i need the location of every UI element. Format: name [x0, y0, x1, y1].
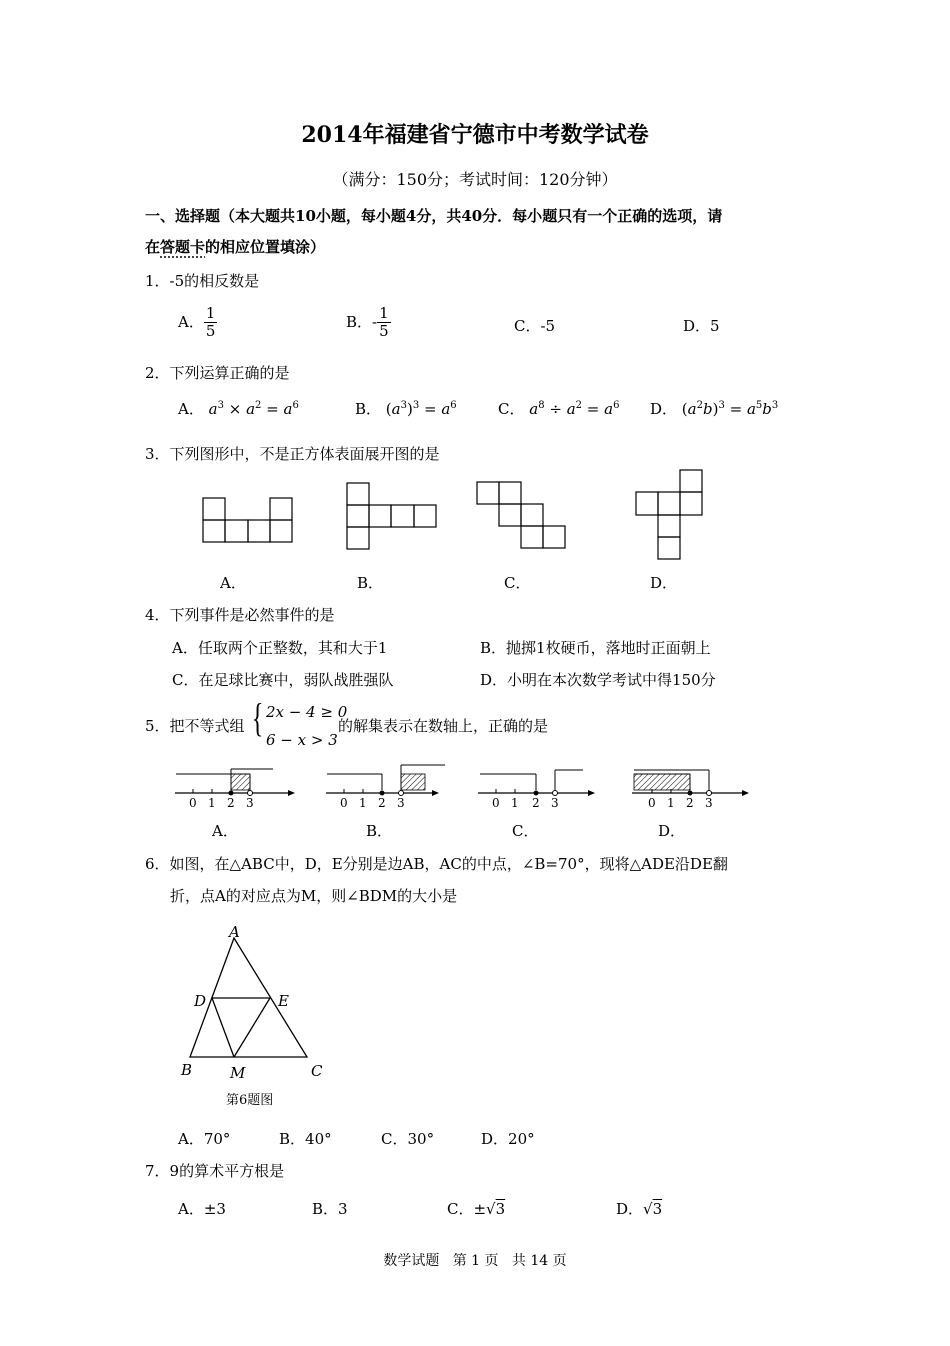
q6-option-d: D．20°: [481, 1130, 535, 1148]
q5-b-tick-3: 3: [397, 796, 405, 810]
q5-b-tick-1: 1: [359, 796, 367, 810]
q5-label-a: A．: [212, 822, 238, 840]
q2-option-c: C． $a^8 \div a^2 = a^6$: [498, 400, 620, 418]
q5-d-tick-2: 2: [686, 796, 694, 810]
q3-label-c: C．: [504, 574, 531, 592]
figure-caption: 第6题图: [226, 1093, 274, 1108]
vertex-label-m: M: [230, 1064, 246, 1082]
q5-inequality-1: 2x − 4 ≥ 0: [266, 703, 348, 721]
page-footer: 数学试题 第 1 页 共 14 页: [383, 1253, 567, 1269]
q5-a-tick-3: 3: [246, 796, 254, 810]
q2-option-b: B． $(a^3)^3 = a^6$: [355, 400, 457, 418]
number-line-c: [478, 770, 595, 796]
number-line-d: [632, 770, 749, 796]
q5-d-tick-1: 1: [667, 796, 675, 810]
number-line-b: [326, 765, 445, 796]
section-heading: 一、选择题（本大题共10小题，每小题4分，共40分．每小题只有一个正确的选项，请: [145, 207, 723, 225]
q7-option-c: C．±√3: [447, 1200, 506, 1218]
net-b: [347, 483, 436, 549]
q6-stem-line2: 折，点A的对应点为M，则∠BDM的大小是: [170, 887, 458, 905]
q4-stem: 4．下列事件是必然事件的是: [145, 606, 335, 624]
q5-a-tick-0: 0: [189, 796, 197, 810]
q7-option-b: B．3: [312, 1200, 348, 1218]
q5-label-c: C．: [512, 822, 539, 840]
q4-option-b: B．抛掷1枚硬币，落地时正面朝上: [480, 639, 711, 657]
q6-option-b: B．40°: [279, 1130, 332, 1148]
q5-label-b: B．: [366, 822, 393, 840]
q1-option-c: C．-5: [514, 317, 556, 335]
q5-c-tick-2: 2: [532, 796, 540, 810]
q3-label-a: A．: [220, 574, 246, 592]
page-title: 2014年福建省宁德市中考数学试卷: [301, 122, 649, 148]
q5-brace: {: [251, 695, 264, 740]
net-c: [477, 482, 565, 548]
q6-option-a: A．70°: [178, 1130, 231, 1148]
q6-stem-line1: 6．如图，在△ABC中，D，E分别是边AB，AC的中点，∠B=70°，现将△ADE沿DE翻: [145, 855, 728, 873]
q4-option-d: D．小明在本次数学考试中得150分: [480, 671, 716, 689]
q5-inequality-2: 6 − x > 3: [266, 731, 338, 749]
q5-number-lines-figure: [0, 760, 950, 815]
q3-stem: 3．下列图形中，不是正方体表面展开图的是: [145, 445, 440, 463]
q6-option-c: C．30°: [381, 1130, 435, 1148]
q3-cube-nets-figure: [0, 460, 950, 600]
section-heading-line2: 在答题卡的相应位置填涂）: [145, 238, 326, 256]
q1-option-b: B．- $\frac{1}{5}$: [346, 304, 389, 341]
vertex-label-b: B: [181, 1061, 193, 1079]
answer-card-emphasis: 答题卡: [160, 238, 206, 256]
q5-label-d: D．: [658, 822, 686, 840]
q5-d-tick-3: 3: [705, 796, 713, 810]
q2-option-a: A． $a^3 \times a^2 = a^6$: [178, 400, 299, 418]
q5-stem-post: 的解集表示在数轴上，正确的是: [338, 717, 549, 735]
q7-option-a: A．±3: [178, 1200, 226, 1218]
q5-b-tick-0: 0: [340, 796, 348, 810]
q5-b-tick-2: 2: [378, 796, 386, 810]
number-line-a: [175, 769, 295, 796]
q1-option-a: A． $\frac{1}{5}$: [178, 304, 216, 341]
q1-option-d: D．5: [683, 317, 720, 335]
q5-c-tick-1: 1: [511, 796, 519, 810]
net-a: [203, 498, 292, 542]
q3-label-d: D．: [650, 574, 678, 592]
q4-option-c: C．在足球比赛中，弱队战胜强队: [172, 671, 394, 689]
net-d: [636, 470, 702, 559]
vertex-label-d: D: [194, 992, 207, 1010]
q3-label-b: B．: [357, 574, 384, 592]
vertex-label-a: A: [229, 923, 240, 941]
q5-stem-pre: 5．把不等式组: [145, 717, 245, 735]
exam-info: （满分：150分；考试时间：120分钟）: [332, 170, 618, 189]
q5-d-tick-0: 0: [648, 796, 656, 810]
vertex-label-c: C: [311, 1062, 323, 1080]
q5-a-tick-1: 1: [208, 796, 216, 810]
q2-option-d: D． $(a^2b)^3 = a^5b^3$: [650, 400, 779, 418]
q5-c-tick-3: 3: [551, 796, 559, 810]
q4-option-a: A．任取两个正整数，其和大于1: [172, 639, 388, 657]
vertex-label-e: E: [278, 992, 289, 1010]
q2-stem: 2．下列运算正确的是: [145, 364, 290, 382]
q5-a-tick-2: 2: [227, 796, 235, 810]
q7-stem: 7．9的算术平方根是: [145, 1162, 285, 1180]
q1-stem: 1．-5的相反数是: [145, 272, 260, 290]
q5-c-tick-0: 0: [492, 796, 500, 810]
q7-option-d: D．√3: [616, 1200, 663, 1218]
